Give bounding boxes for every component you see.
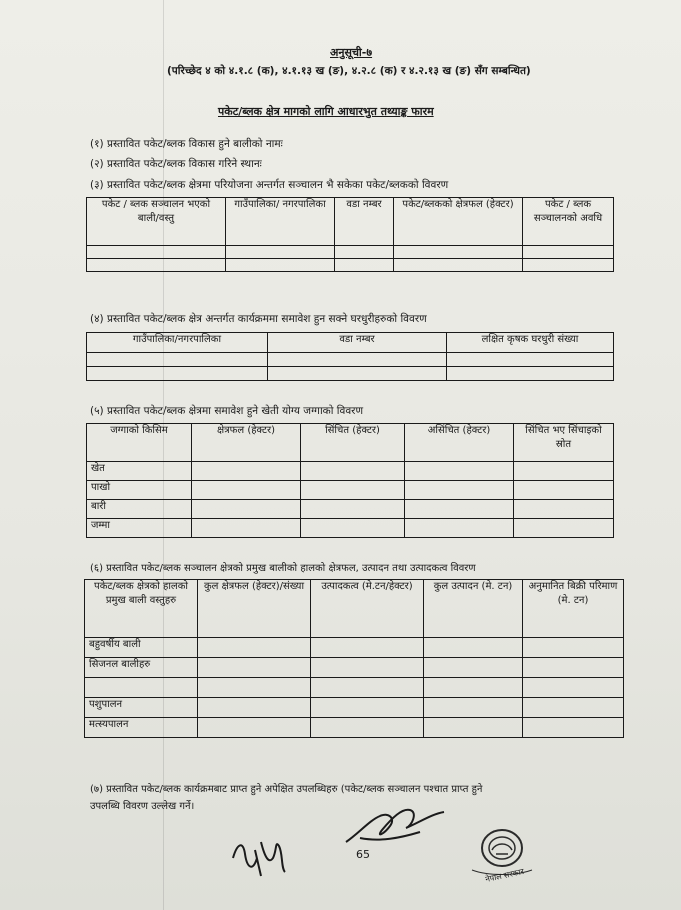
table-4-header: वडा नम्बर (268, 333, 447, 353)
table-row (85, 718, 624, 738)
table-row (87, 519, 614, 538)
table-row (87, 367, 614, 381)
signature-left (225, 828, 295, 884)
row-label: बारी (87, 500, 192, 519)
table-5-header: सिंचित (हेक्टर) (301, 424, 405, 462)
table-4-header: गाउँपालिका/नगरपालिका (87, 333, 268, 353)
table-6-header: अनुमानित बिक्री परिमाण (मे. टन) (523, 580, 624, 638)
question-7-line-1: (७) प्रस्तावित पकेट/ब्लक कार्यक्रमबाट प्राप्त हुने अपेक्षित उपलब्धिहरु (पकेट/ब्लक सञ्चालन पश्चात प्राप्त हुने (90, 784, 483, 795)
table-6-header: कुल क्षेत्रफल (हेक्टर)/संख्या (198, 580, 311, 638)
table-row (85, 658, 624, 678)
question-2: (२) प्रस्तावित पकेट/ब्लक विकास गरिने स्थानः (90, 158, 262, 170)
row-label: बहुवर्षीय बाली (85, 638, 198, 658)
table-row (87, 353, 614, 367)
table-5 (86, 423, 614, 538)
table-5-header: सिंचित भए सिंचाइको स्रोत (514, 424, 614, 462)
table-row (87, 259, 614, 272)
row-label: सिजनल बालीहरु (85, 658, 198, 678)
table-row (87, 481, 614, 500)
question-3-label: (३) प्रस्तावित पकेट/ब्लक क्षेत्रमा परियोजना अन्तर्गत सञ्चालन भै सकेका पकेट/ब्लकको विवरण (90, 179, 449, 191)
row-label: पशुपालन (85, 698, 198, 718)
table-4-header: लक्षित कृषक घरधुरी संख्या (447, 333, 614, 353)
question-4-label: (४) प्रस्तावित पकेट/ब्लक क्षेत्र अन्तर्गत कार्यक्रममा समावेश हुन सक्ने घरधुरीहरुको विवरण (90, 313, 427, 325)
table-6-header: कुल उत्पादन (मे. टन) (424, 580, 523, 638)
table-3-header: गाउँपालिका/ नगरपालिका (226, 198, 335, 246)
signature-center (340, 798, 450, 854)
row-label (85, 678, 198, 698)
question-6-label: (६) प्रस्तावित पकेट/ब्लक सञ्चालन क्षेत्रको प्रमुख बालीको हालको क्षेत्रफल, उत्पादन तथा उत्पादकत्व विवरण (90, 563, 476, 574)
table-3-header: वडा नम्बर (335, 198, 394, 246)
table-3-header: पकेट / ब्लक सञ्चालनको अवधि (523, 198, 614, 246)
row-label: जम्मा (87, 519, 192, 538)
table-row (85, 698, 624, 718)
row-label: मत्स्यपालन (85, 718, 198, 738)
table-row (87, 246, 614, 259)
annex-reference: (परिच्छेद ४ को ४.१.८ (क), ४.१.१३ ख (ङ), ४.२.८ (क) र ४.२.१३ ख (ङ) सँग सम्बन्धित) (167, 65, 531, 77)
row-label: पाखो (87, 481, 192, 500)
table-row (87, 462, 614, 481)
question-5-label: (५) प्रस्तावित पकेट/ब्लक क्षेत्रमा समावेश हुने खेती योग्य जग्गाको विवरण (90, 405, 364, 417)
form-title: पकेट/ब्लक क्षेत्र मागको लागि आधारभुत तथ्याङ्क फारम (218, 105, 434, 118)
table-6 (84, 579, 624, 738)
table-3-header: पकेट/ब्लकको क्षेत्रफल (हेक्टर) (394, 198, 523, 246)
table-4 (86, 332, 614, 381)
table-row (87, 500, 614, 519)
question-7-line-2: उपलब्धि विवरण उल्लेख गर्ने। (90, 801, 195, 812)
seal-text: नेपाल सरकार (484, 867, 525, 884)
table-row (85, 638, 624, 658)
table-3-header: पकेट / ब्लक सञ्चालन भएको बाली/वस्तु (87, 198, 226, 246)
row-label: खेत (87, 462, 192, 481)
question-1: (१) प्रस्तावित पकेट/ब्लक विकास हुने बालीको नामः (90, 138, 283, 150)
table-3 (86, 197, 614, 272)
table-6-header: उत्पादकत्व (मे.टन/हेक्टर) (311, 580, 424, 638)
table-5-header: असिंचित (हेक्टर) (405, 424, 514, 462)
table-5-header: जग्गाको किसिम (87, 424, 192, 462)
table-row (85, 678, 624, 698)
table-6-header: पकेट/ब्लक क्षेत्रको हालको प्रमुख बाली वस्तुहरु (85, 580, 198, 638)
annex-title: अनुसूची-७ (330, 46, 373, 59)
page-number: 65 (356, 848, 370, 861)
table-5-header: क्षेत्रफल (हेक्टर) (192, 424, 301, 462)
